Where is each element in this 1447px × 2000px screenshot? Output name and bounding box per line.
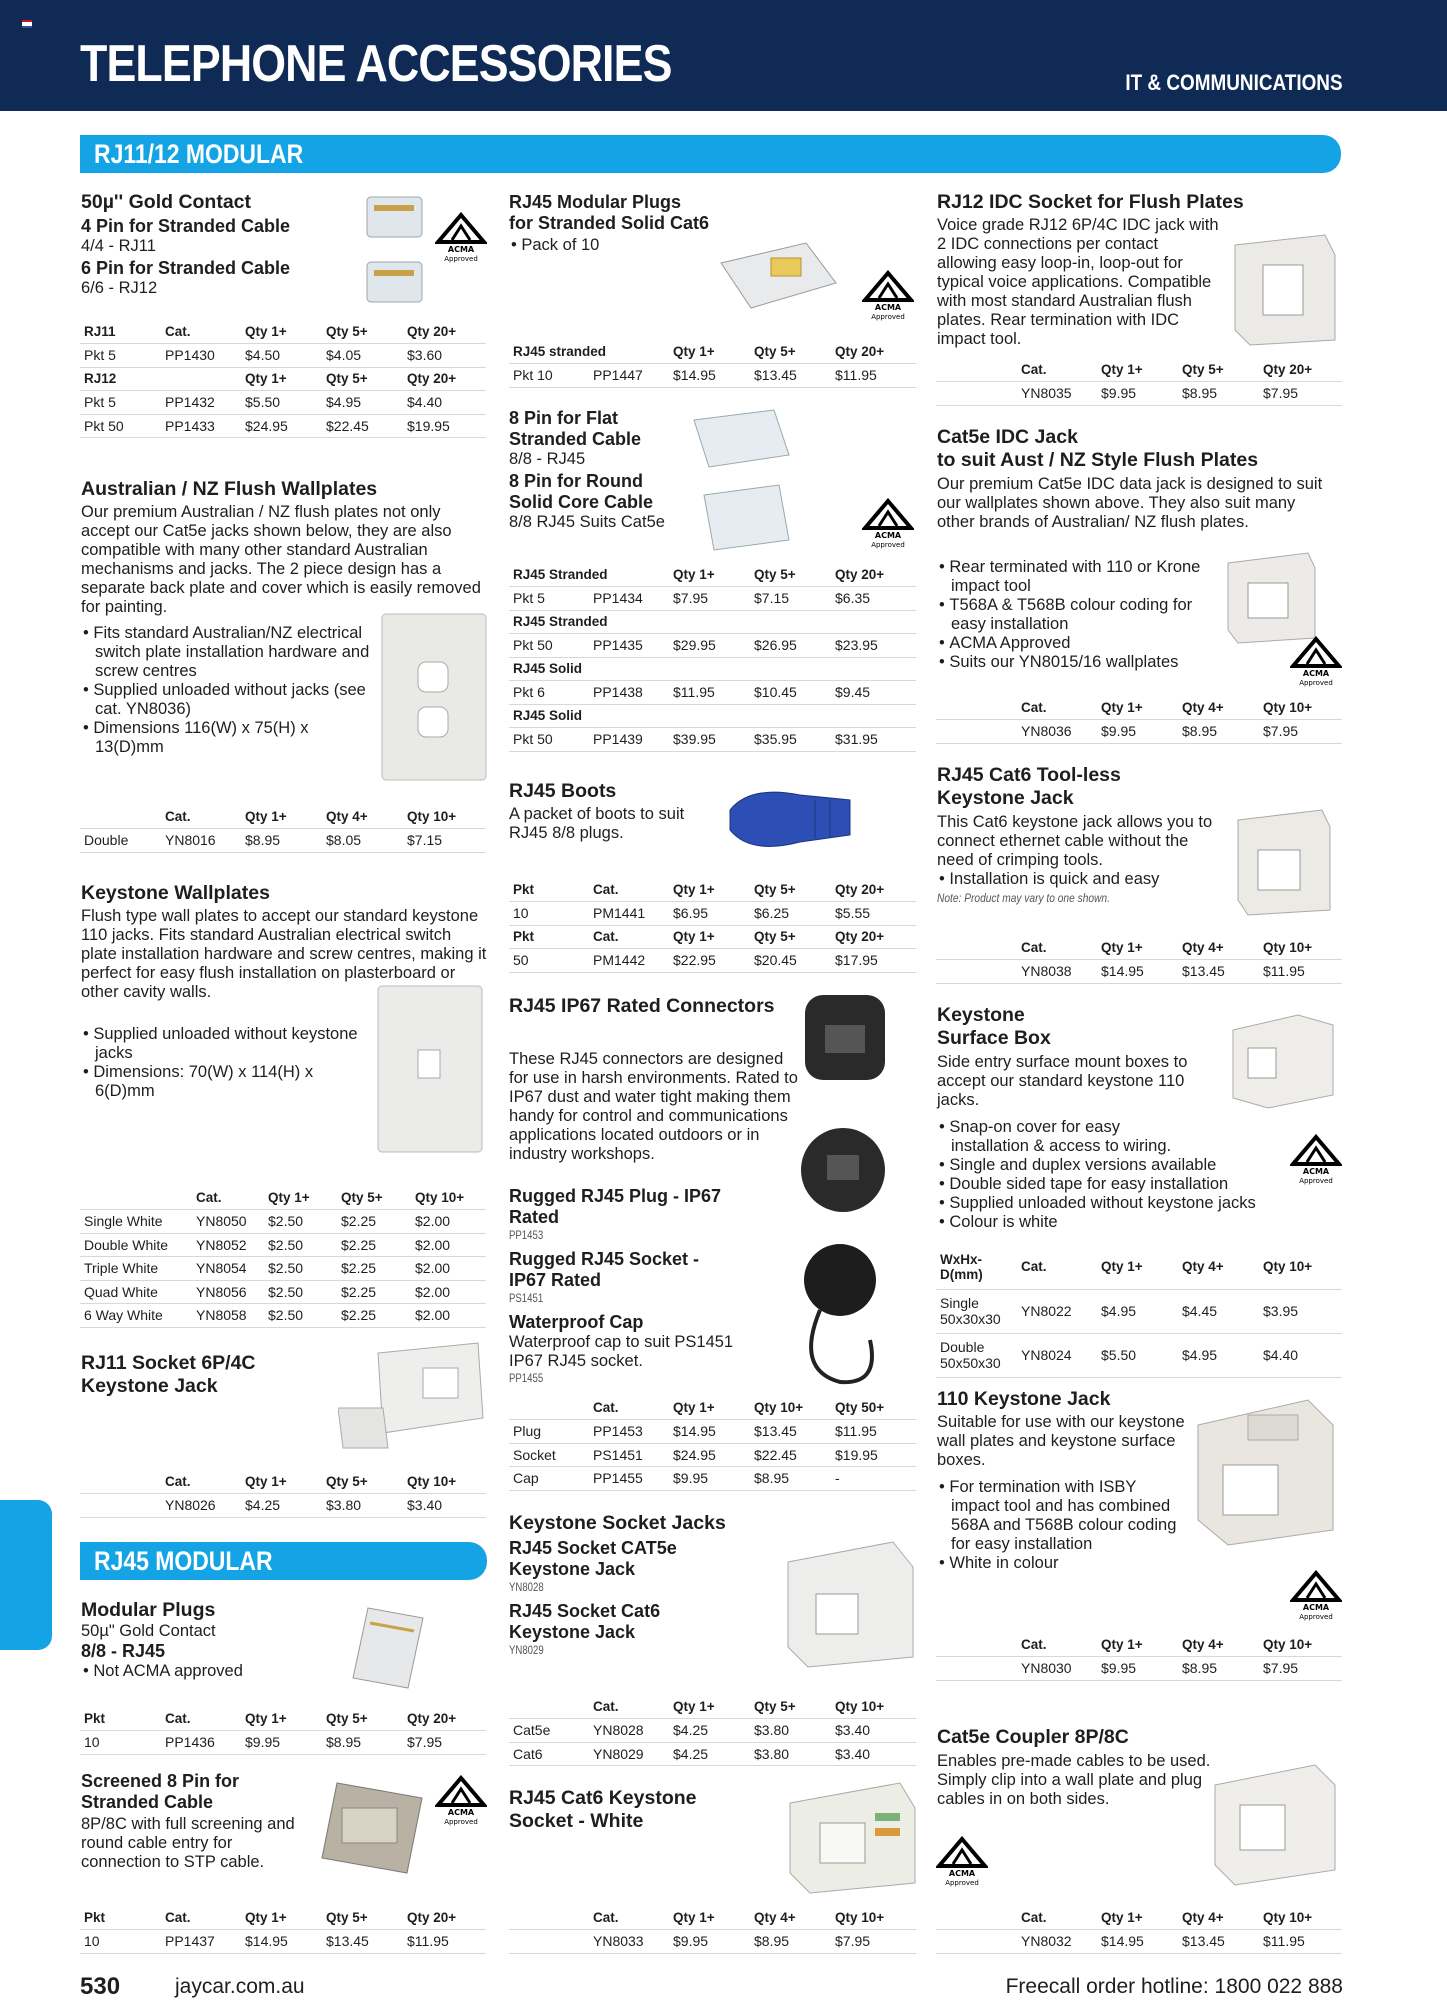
product-title: Keystone — [937, 1004, 1025, 1026]
svg-text:ACMA: ACMA — [948, 1869, 976, 1878]
product-code: PP1455 — [509, 1371, 544, 1385]
svg-text:Approved: Approved — [1299, 1177, 1333, 1185]
surface-box-image — [1228, 1010, 1338, 1110]
product-title: RJ11 Socket 6P/4C — [81, 1352, 256, 1374]
keystone-jacks-block — [509, 1512, 809, 1658]
rj45-boot-image — [720, 780, 860, 860]
product-title: RJ45 Socket CAT5e — [509, 1538, 677, 1558]
flush-wallplate-image — [380, 612, 488, 782]
bullet-item: • Supplied unloaded without keystone jacks — [937, 1194, 1307, 1213]
product-note: Note: Product may vary to one shown. — [937, 891, 1110, 905]
acma-approved-icon — [862, 270, 914, 322]
screened-plug-price-table: Pkt Cat. Qty 1+ Qty 5+ Qty 20+ 10 PP1437 $14.95 $13.45 $11.95 — [80, 1906, 486, 1954]
product-title: RJ45 Boots — [509, 780, 617, 802]
product-description: 8P/8C with full screening and round cable entry for connection to STP cable. — [81, 1815, 295, 1871]
product-title: Screened 8 Pin for — [81, 1771, 240, 1791]
cat6-white-block — [509, 1787, 769, 1833]
coupler-block — [937, 1726, 1227, 1809]
page-title: TELEPHONE ACCESSORIES — [80, 35, 672, 93]
rj45-cat6-plugs-price-table: RJ45 stranded Qty 1+ Qty 5+ Qty 20+ Pkt 10 PP1447 $14.95 $13.45 $11.95 — [509, 340, 916, 388]
product-title: RJ45 Cat6 Tool-less — [937, 764, 1121, 786]
product-description: Side entry surface mount boxes to accept our standard keystone 110 jacks. — [937, 1053, 1188, 1109]
bullet-item: • Supplied unloaded without jacks (see cat. YN8036) — [81, 681, 371, 719]
product-title: IP67 Rated — [509, 1270, 602, 1290]
product-title: Cat5e IDC Jack — [937, 426, 1078, 448]
modular-plug-image — [348, 1603, 428, 1693]
bullet-item: • White in colour — [937, 1554, 1187, 1573]
modular-plugs-price-table: Pkt Cat. Qty 1+ Qty 5+ Qty 20+ 10 PP1436 $9.95 $8.95 $7.95 — [80, 1707, 486, 1755]
product-code: PS1451 — [509, 1291, 544, 1305]
modular-plugs-block — [81, 1599, 341, 1681]
rj12-idc-block — [937, 191, 1244, 349]
rj-plug-image — [362, 187, 437, 317]
product-description: A packet of boots to suit RJ45 8/8 plugs. — [509, 805, 685, 842]
keystone-wallplates-bullets — [81, 1025, 361, 1101]
svg-text:ACMA: ACMA — [1302, 1167, 1330, 1176]
keystone-110-block — [937, 1388, 1227, 1470]
keystone-jacks-price-table: Cat. Qty 1+ Qty 5+ Qty 10+ Cat5e YN8028 $4.25 $3.80 $3.40 Cat6 YN8029 $4.25 $3.80 $3.40 — [509, 1695, 916, 1766]
bullet-item: • Rear terminated with 110 or Krone impact tool — [937, 558, 1227, 596]
cat5e-jack-image — [1220, 548, 1320, 648]
product-title: to suit Aust / NZ Style Flush Plates — [937, 449, 1259, 471]
product-title: Socket - White — [509, 1810, 644, 1832]
rj45-boots-block — [509, 780, 709, 843]
product-code: YN8029 — [509, 1643, 544, 1657]
product-line: 6/6 - RJ12 — [81, 279, 158, 297]
rj12-idc-price-table: Cat. Qty 1+ Qty 5+ Qty 20+ YN8035 $9.95 $8.95 $7.95 — [936, 358, 1342, 406]
bullet-item: • For termination with ISBY impact tool and has combined 568A and T568B colour coding for easy installation — [937, 1478, 1187, 1554]
bullet-item: • Supplied unloaded without keystone jacks — [81, 1025, 361, 1063]
product-line: 4/4 - RJ11 — [81, 237, 156, 255]
acma-approved-icon — [1290, 636, 1342, 688]
product-subtitle: 8/8 - RJ45 — [81, 1641, 166, 1661]
flush-wallplates-bullets — [81, 624, 371, 757]
toolless-price-table: Cat. Qty 1+ Qty 4+ Qty 10+ YN8038 $14.95 $13.45 $11.95 — [936, 936, 1342, 984]
product-title: 8 Pin for Round — [509, 471, 643, 491]
ip67-title: RJ45 IP67 Rated Connectors — [509, 995, 775, 1017]
cat6-white-price-table: Cat. Qty 1+ Qty 4+ Qty 10+ YN8033 $9.95 $8.95 $7.95 — [509, 1906, 916, 1954]
svg-text:ACMA: ACMA — [874, 303, 902, 312]
keystone-wallplates-price-table: Cat. Qty 1+ Qty 5+ Qty 10+ Single White YN8050 $2.50 $2.25 $2.00 Double White YN8052 $2.50 $2.25 $2.00 Triple White YN8054 $2.50 $2.25 $2.00 Quad White YN8056 $2.50 $2.25 $2.00 6 Way White YN8058 $2.50 $2.25 $2.00 — [80, 1186, 486, 1328]
keystone-110-price-table: Cat. Qty 1+ Qty 4+ Qty 10+ YN8030 $9.95 $8.95 $7.95 — [936, 1633, 1342, 1681]
acma-approved-icon — [936, 1836, 988, 1888]
keystone-110-image — [1188, 1395, 1338, 1550]
rj11-socket-block — [81, 1352, 321, 1398]
product-title: Australian / NZ Flush Wallplates — [81, 478, 378, 500]
svg-text:ACMA: ACMA — [1302, 1603, 1330, 1612]
acma-approved-icon — [435, 1775, 487, 1827]
product-title: Surface Box — [937, 1027, 1051, 1049]
bullet-item: • Fits standard Australian/NZ electrical switch plate installation hardware and screw centres — [81, 624, 371, 681]
section-title: RJ45 MODULAR — [94, 1546, 273, 1576]
svg-text:ACMA: ACMA — [447, 245, 475, 254]
toolless-jack-image — [1230, 805, 1335, 920]
bullet-item: • Dimensions: 70(W) x 114(H) x 6(D)mm — [81, 1063, 361, 1101]
svg-text:ACMA: ACMA — [874, 531, 902, 540]
bullet-item: • Double sided tape for easy installation — [937, 1175, 1307, 1194]
bullet-item: • Single and duplex versions available — [937, 1156, 1307, 1175]
product-title: Solid Core Cable — [509, 492, 654, 512]
ip67-connectors-image — [785, 990, 905, 1390]
keystone-wallplate-image — [376, 984, 484, 1154]
bullet-item: • T568A & T568B colour coding for easy installation — [937, 596, 1227, 634]
product-line: 8/8 RJ45 Suits Cat5e — [509, 513, 665, 531]
surface-box-price-table: WxHx-D(mm) Cat. Qty 1+ Qty 4+ Qty 10+ Single 50x30x30 YN8022 $4.95 $4.45 $3.95 Double 50x50x30 YN8024 $5.50 $4.95 $4.40 — [936, 1245, 1342, 1378]
svg-text:Approved: Approved — [1299, 679, 1333, 687]
bullet-item: • Snap-on cover for easy installation & access to wiring. — [937, 1118, 1192, 1156]
cat5e-idc-block — [937, 426, 1337, 532]
product-title: Rugged RJ45 Socket - — [509, 1249, 700, 1269]
product-title: Keystone Socket Jacks — [509, 1512, 726, 1534]
bullet-item: • Not ACMA approved — [81, 1662, 341, 1681]
product-title: Stranded Cable — [509, 429, 642, 449]
site-link[interactable]: jaycar.com.au — [175, 1975, 305, 1998]
product-description: Flush type wall plates to accept our standard keystone 110 jacks. Fits standard Australian electrical switch plate installation hardware and screw centres, making it perfect for easy flush installation on plasterboard or other cavity walls. — [81, 907, 487, 1001]
rj12-idc-image — [1225, 230, 1340, 350]
svg-text:Approved: Approved — [1299, 1613, 1333, 1621]
page-number: 530 — [80, 1973, 121, 2000]
product-title: Modular Plugs — [81, 1599, 216, 1621]
product-title: 110 Keystone Jack — [937, 1388, 1111, 1410]
gold-contact-block — [81, 191, 371, 298]
cat5e-idc-bullets — [937, 558, 1227, 672]
acma-approved-icon — [1290, 1570, 1342, 1622]
product-subtitle: 6 Pin for Stranded Cable — [81, 258, 291, 278]
product-title: RJ45 Cat6 Keystone — [509, 1787, 697, 1809]
flush-wallplates-block — [81, 478, 491, 617]
bullet-item: • Installation is quick and easy — [937, 870, 1237, 889]
svg-text:ACMA: ACMA — [1302, 669, 1330, 678]
rj45-boots-price-table: Pkt Cat. Qty 1+ Qty 5+ Qty 20+ 10 PM1441 $6.95 $6.25 $5.55 Pkt Cat. Qty 1+ Qty 5+ Qty 20+ 50 PM1442 $22.95 $20.45 $17.95 — [509, 878, 916, 973]
product-title: Stranded Cable — [81, 1792, 214, 1812]
rj45-plug-image — [716, 238, 841, 318]
screened-plug-block — [81, 1771, 301, 1872]
bullet-item: • Dimensions 116(W) x 75(H) x 13(D)mm — [81, 719, 371, 757]
rj11-socket-price-table: Cat. Qty 1+ Qty 5+ Qty 10+ YN8026 $4.25 $3.80 $3.40 — [80, 1470, 486, 1518]
product-title: RJ45 Socket Cat6 — [509, 1601, 661, 1621]
product-title: Keystone Jack — [509, 1559, 636, 1579]
product-title: Keystone Jack — [81, 1375, 218, 1397]
cat6-keystone-white-image — [780, 1778, 920, 1898]
product-title: Rugged RJ45 Plug - IP67 — [509, 1186, 722, 1206]
product-description: Voice grade RJ12 6P/4C IDC jack with 2 IDC connections per contact allowing easy loop-in, loop-out for typical voice applications. Compatible with most standard Australian flush plates. Rear termination with IDC impact tool. — [937, 216, 1219, 348]
section-bar-rj45 — [80, 1542, 487, 1580]
coupler-image — [1205, 1760, 1340, 1890]
page-header — [0, 0, 1447, 111]
product-line: 8/8 - RJ45 — [509, 450, 586, 468]
bullet-item: • Colour is white — [937, 1213, 1307, 1232]
bullet-item: • Pack of 10 — [509, 236, 769, 255]
svg-text:Approved: Approved — [444, 1818, 478, 1826]
svg-text:Approved: Approved — [871, 541, 905, 549]
rj11-keystone-image — [338, 1338, 488, 1453]
ip67-price-table: Cat. Qty 1+ Qty 10+ Qty 50+ Plug PP1453 $14.95 $13.45 $11.95 Socket PS1451 $24.95 $22.45 $19.95 Cap PP1455 $9.95 $8.95 - — [509, 1396, 916, 1491]
acma-approved-icon — [1290, 1134, 1342, 1186]
bullet-item: • Suits our YN8015/16 wallplates — [937, 653, 1227, 672]
ip67-items-block — [509, 1186, 769, 1386]
product-description: Suitable for use with our keystone wall plates and keystone surface boxes. — [937, 1413, 1185, 1469]
category-label: IT & COMMUNICATIONS — [1125, 70, 1343, 95]
coupler-price-table: Cat. Qty 1+ Qty 4+ Qty 10+ YN8032 $14.95 $13.45 $11.95 — [936, 1906, 1342, 1954]
flag-icon — [22, 20, 32, 28]
product-title: Keystone Jack — [937, 787, 1074, 809]
keystone-jack-image — [778, 1532, 918, 1672]
side-tab — [0, 1500, 52, 1650]
section-bar-rj11 — [80, 135, 1341, 173]
product-title: 8 Pin for Flat — [509, 408, 619, 428]
screened-plug-image — [312, 1778, 427, 1878]
order-hotline: Freecall order hotline: 1800 022 888 — [1005, 1975, 1343, 1998]
product-title: for Stranded Solid Cat6 — [509, 213, 710, 233]
surface-box-bullets — [937, 1118, 1307, 1232]
svg-text:ACMA: ACMA — [447, 1808, 475, 1817]
product-description: Enables pre-made cables to be used. Simply clip into a wall plate and plug cables in on both sides. — [937, 1752, 1211, 1808]
flush-wallplates-price-table: Cat. Qty 1+ Qty 4+ Qty 10+ Double YN8016 $8.95 $8.05 $7.15 — [80, 805, 486, 853]
svg-text:Approved: Approved — [871, 313, 905, 321]
section-title: RJ11/12 MODULAR — [94, 139, 304, 169]
product-title: Waterproof Cap — [509, 1312, 644, 1332]
product-line: 50µ" Gold Contact — [81, 1622, 216, 1640]
product-title: RJ12 IDC Socket for Flush Plates — [937, 191, 1244, 213]
product-title: Cat5e Coupler 8P/8C — [937, 1726, 1129, 1748]
eight-pin-price-table: RJ45 Stranded Qty 1+ Qty 5+ Qty 20+ Pkt 5 PP1434 $7.95 $7.15 $6.35 RJ45 Stranded Pkt 50 PP1435 $29.95 $26.95 $23.95 RJ45 Solid Pkt 6 PP1438 $11.95 $10.45 $9.45 RJ45 Solid Pkt 50 PP1439 $39.95 $35.95 $31.95 — [509, 563, 916, 752]
bullet-item: • ACMA Approved — [937, 634, 1227, 653]
surface-box-block — [937, 1004, 1237, 1110]
product-title: RJ45 Modular Plugs — [509, 192, 682, 212]
acma-approved-icon — [862, 498, 914, 550]
gold-contact-price-table: RJ11 Cat. Qty 1+ Qty 5+ Qty 20+ Pkt 5 PP1430 $4.50 $4.05 $3.60 RJ12 Qty 1+ Qty 5+ Qty 20+ Pkt 5 PP1432 $5.50 $4.95 $4.40 Pkt 50 PP1433 $24.95 $22.45 $19.95 — [80, 320, 486, 438]
svg-text:Approved: Approved — [444, 255, 478, 263]
product-title: Rated — [509, 1207, 560, 1227]
product-description: Waterproof cap to suit PS1451 IP67 RJ45 socket. — [509, 1333, 734, 1370]
product-title: 50µ'' Gold Contact — [81, 191, 252, 213]
product-title: Keystone Wallplates — [81, 882, 270, 904]
product-description: Our premium Cat5e IDC data jack is designed to suit our wallplates shown above. They also suit many other brands of Australian/ NZ flush plates. — [937, 475, 1323, 531]
product-subtitle: 4 Pin for Stranded Cable — [81, 216, 291, 236]
product-title: Keystone Jack — [509, 1622, 636, 1642]
acma-approved-icon — [435, 212, 487, 264]
cat5e-idc-price-table: Cat. Qty 1+ Qty 4+ Qty 10+ YN8036 $9.95 $8.95 $7.95 — [936, 696, 1342, 744]
product-code: YN8028 — [509, 1580, 544, 1594]
eight-pin-plugs-image — [684, 405, 794, 555]
ip67-description: These RJ45 connectors are designed for use in harsh environments. Rated to IP67 dust and water tight making them handy for control and communications applications located outdoors or in industry workshops. — [509, 1050, 798, 1163]
keystone-110-bullets — [937, 1478, 1187, 1573]
product-description: This Cat6 keystone jack allows you to connect ethernet cable without the need of crimping tools. — [937, 813, 1213, 869]
svg-text:Approved: Approved — [945, 1879, 979, 1887]
product-description: Our premium Australian / NZ flush plates not only accept our Cat5e jacks shown below, they are also compatible with many other standard Australian mechanisms and jacks. The 2 piece design has a separate back plate and cover which is easily removed for painting. — [81, 503, 481, 616]
product-code: PP1453 — [509, 1228, 544, 1242]
toolless-block — [937, 764, 1237, 905]
